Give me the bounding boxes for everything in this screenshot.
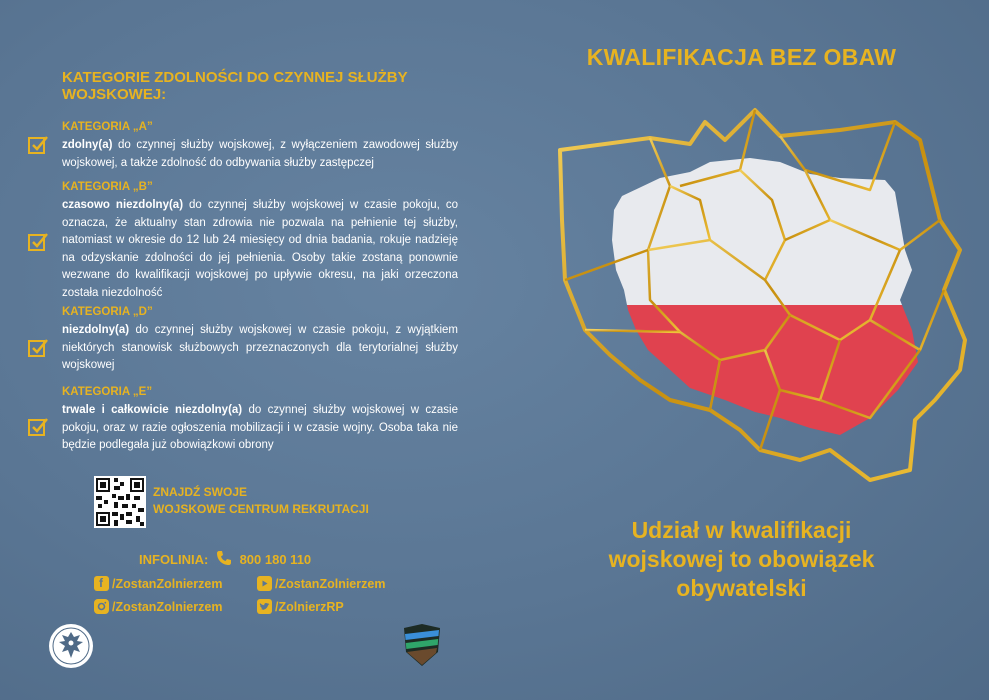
- facebook-icon: f: [94, 576, 109, 591]
- slogan-line-2: wojskowej to obowiązek: [608, 546, 875, 572]
- category-e-text: trwale i całkowicie niezdolny(a) do czynnej służby wojskowej w czasie pokoju, oraz w razie ogłoszenia mobilizacji i w czasie wojny. Osoba taka nie będzie podlegała już obowiązkowi obrony: [62, 404, 458, 451]
- page-title: KWALIFIKACJA BEZ OBAW: [586, 44, 897, 70]
- check-icon: [27, 134, 49, 156]
- find-line-1: ZNAJDŹ SWOJE: [153, 485, 248, 499]
- social-youtube[interactable]: /ZostanZolnierzem: [257, 576, 385, 591]
- phone-icon: [216, 550, 232, 566]
- category-d-text: niezdolny(a) do czynnej służby wojskowej w czasie pokoju, z wyjątkiem niektórych stanowisk służbowych przeznaczonych dla terytorialnej służby wojskowej: [62, 324, 458, 371]
- category-b-text: czasowo niezdolny(a) do czynnej służby wojskowej w czasie pokoju, co oznacza, że aktualny stan zdrowia nie pozwala na pełnienie tej służby, natomiast w okresie do 12 lub 24 miesięcy od dnia badania, rokuje nadzieję na odzyskanie zdolności do jej pełnienia. Osoby takie zostaną ponownie wezwane do kwalifikacji wojskowej po upływie okresu, na jaki orzeczona została niezdolność: [62, 199, 458, 299]
- find-line-2: WOJSKOWE CENTRUM REKRUTACJI: [153, 502, 369, 516]
- infoline-number[interactable]: 800 180 110: [239, 552, 312, 567]
- social-twitter[interactable]: /ZolnierzRP: [257, 599, 344, 614]
- military-eagle-emblem: [47, 622, 95, 670]
- social-facebook[interactable]: f /ZostanZolnierzem: [94, 576, 222, 591]
- youtube-icon: [257, 576, 272, 591]
- category-a-title: KATEGORIA „A”: [62, 121, 153, 133]
- categories-heading: KATEGORIE ZDOLNOŚCI DO CZYNNEJ SŁUŻBY WOJSKOWEJ:: [62, 69, 408, 103]
- check-icon: [27, 337, 49, 359]
- slogan-line-1: Udział w kwalifikacji: [631, 517, 852, 543]
- category-d-title: KATEGORIA „D”: [62, 306, 153, 318]
- category-b-title: KATEGORIA „B”: [62, 181, 153, 193]
- instagram-icon: [94, 599, 109, 614]
- slogan: [494, 516, 989, 603]
- infoline: [139, 550, 311, 567]
- qr-code[interactable]: [94, 476, 146, 528]
- twitter-icon: [257, 599, 272, 614]
- check-icon: [27, 231, 49, 253]
- category-a-text: zdolny(a) do czynnej służby wojskowej, z wyłączeniem zawodowej służby wojskowej, a także zdolność do odbywania służby zastępczej: [62, 139, 458, 169]
- shield-logo: [400, 622, 444, 668]
- social-instagram[interactable]: /ZostanZolnierzem: [94, 599, 222, 614]
- infoline-label: INFOLINIA:: [139, 552, 209, 567]
- find-recruitment-center: [153, 484, 369, 518]
- category-e-title: KATEGORIA „E”: [62, 386, 153, 398]
- check-icon: [27, 416, 49, 438]
- left-panel: [0, 0, 494, 700]
- slogan-line-3: obywatelski: [676, 575, 807, 601]
- poland-map: [540, 100, 980, 500]
